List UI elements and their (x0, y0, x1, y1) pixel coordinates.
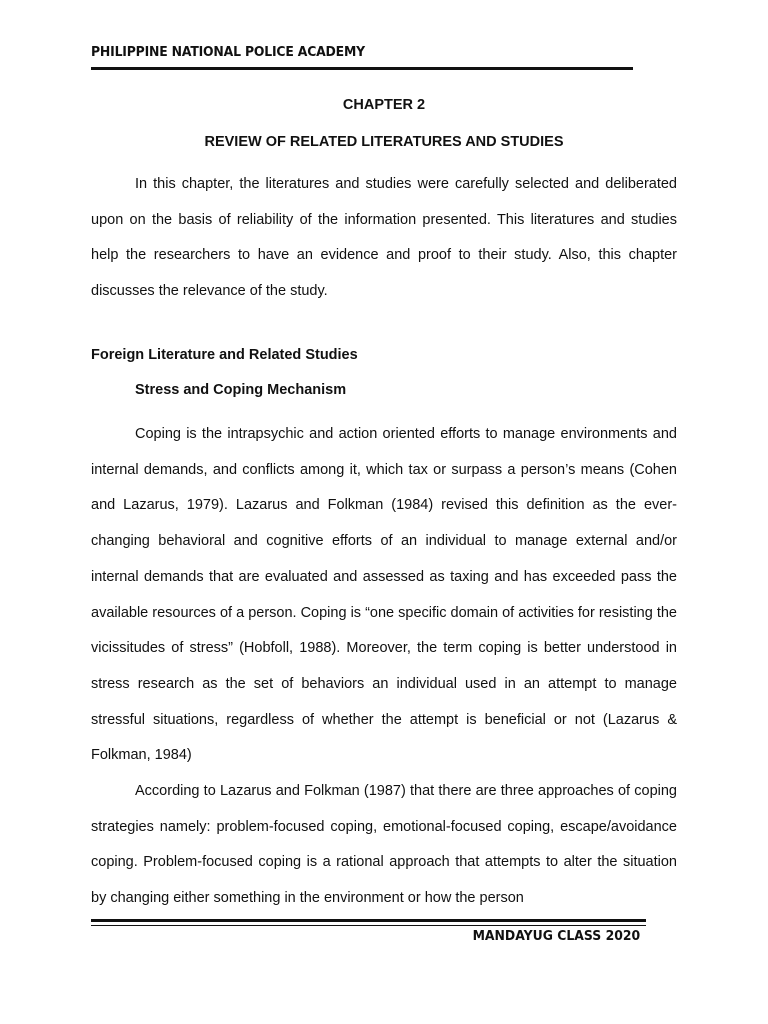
footer-rule-thick (91, 919, 646, 922)
section-subheading: Stress and Coping Mechanism (135, 382, 347, 398)
header-rule (91, 67, 633, 70)
body-paragraph-2: According to Lazarus and Folkman (1987) that there are three approaches of coping strategies namely: problem-focused coping, emotional-focused coping, escape/avoidance coping. Problem-focused coping is a rational approach that attempts to alter the situation by changing either something in the environment or how the person (91, 783, 677, 907)
chapter-title: REVIEW OF RELATED LITERATURES AND STUDIES (204, 134, 564, 150)
header-title: PHILIPPINE NATIONAL POLICE ACADEMY (91, 44, 365, 60)
section-heading: Foreign Literature and Related Studies (91, 347, 358, 363)
intro-paragraph: In this chapter, the literatures and studies were carefully selected and deliberated upon on the basis of reliability of the information presented. This literatures and studies help the researchers to have an evidence and proof to their study. Also, this chapter discusses the relevance of the study. (91, 176, 677, 300)
footer-title: MANDAYUG CLASS 2020 (472, 928, 640, 944)
body-paragraph-1: Coping is the intrapsychic and action oriented efforts to manage environments and internal demands, and conflicts among it, which tax or surpass a person’s means (Cohen and Lazarus, 1979). Lazarus and Folkman (1984) revised this definition as the ever-changing behavioral and cognitive efforts of an individual to manage external and/or internal demands that are evaluated and assessed as taxing and has exceeded pass the available resources of a person. Coping is “one specific domain of activities for resisting the vicissitudes of stress” (Hobfoll, 1988). Moreover, the term coping is better understood in stress research as the set of behaviors an individual used in an attempt to manage stressful situations, regardless of whether the attempt is beneficial or not (Lazarus & Folkman, 1984) (91, 426, 677, 764)
footer-rule-thin (91, 925, 646, 926)
chapter-number: CHAPTER 2 (342, 97, 426, 113)
